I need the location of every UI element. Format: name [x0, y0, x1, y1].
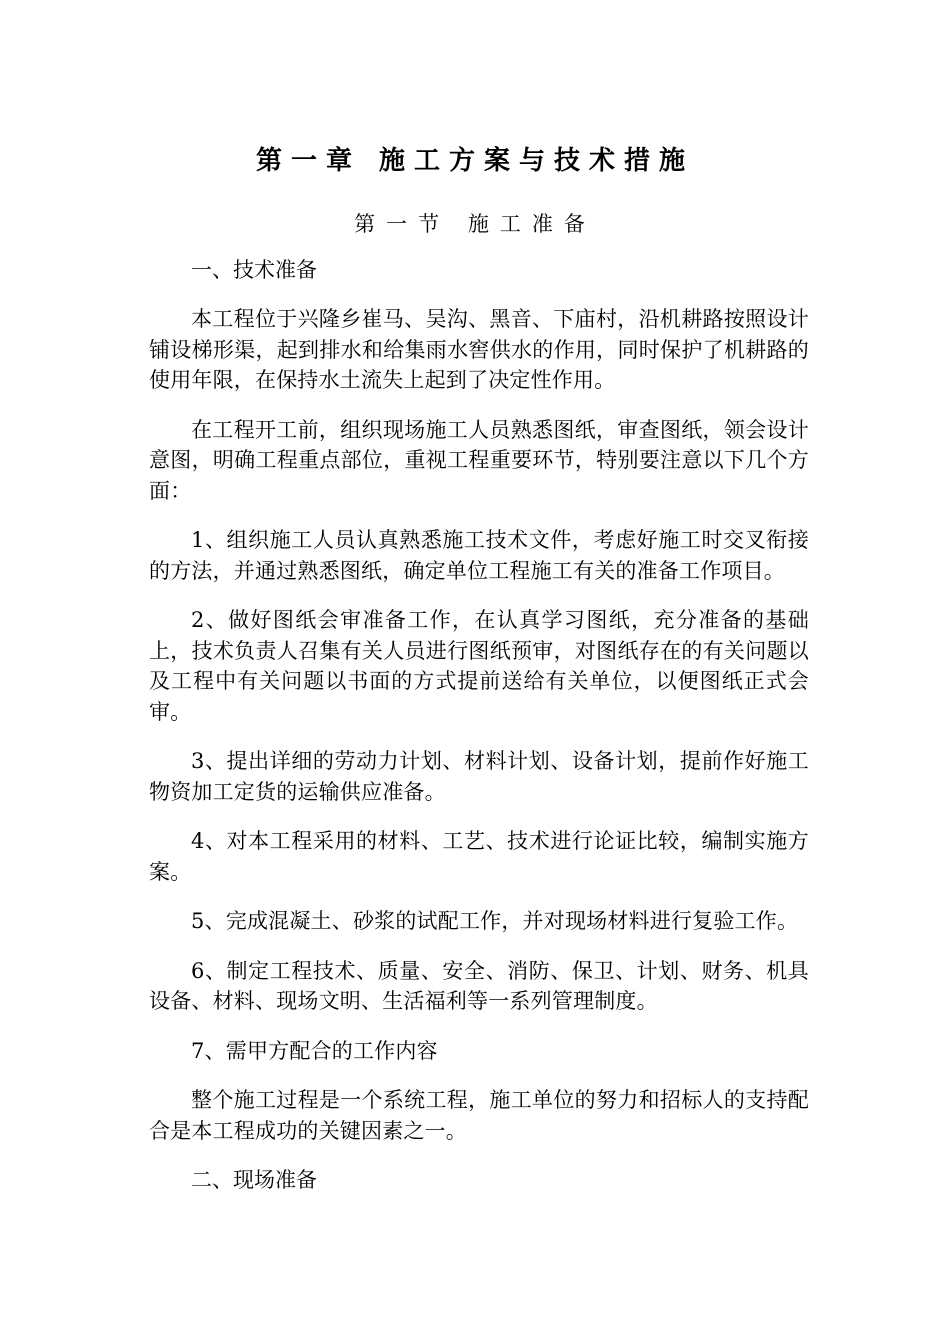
document-body	[149, 255, 809, 1214]
list-item-2: 2、做好图纸会审准备工作，在认真学习图纸，充分准备的基础上，技术负责人召集有关人员进行图纸预审，对图纸存在的有关问题以及工程中有关问题以书面的方式提前送给有关单位，以便图纸正式会审。	[149, 608, 809, 724]
paragraph-pre-construction: 在工程开工前，组织现场施工人员熟悉图纸，审查图纸，领会设计意图，明确工程重点部位，重视工程重要环节，特别要注意以下几个方面：	[149, 417, 809, 503]
list-item-3: 3、提出详细的劳动力计划、材料计划、设备计划，提前作好施工物资加工定货的运输供应准备。	[149, 749, 809, 804]
heading-site-preparation: 二、现场准备	[191, 1168, 317, 1192]
heading-technical-preparation: 一、技术准备	[191, 258, 317, 282]
list-item-6: 6、制定工程技术、质量、安全、消防、保卫、计划、财务、机具设备、材料、现场文明、生活福利等一系列管理制度。	[149, 958, 809, 1013]
chapter-title: 第一章 施工方案与技术措施	[255, 146, 695, 176]
list-item-5: 5、完成混凝土、砂浆的试配工作，并对现场材料进行复验工作。	[191, 909, 799, 933]
paragraph-system-engineering: 整个施工过程是一个系统工程，施工单位的努力和招标人的支持配合是本工程成功的关键因素之一。	[149, 1088, 809, 1143]
paragraph-project-location: 本工程位于兴隆乡崔马、吴沟、黑音、下庙村，沿机耕路按照设计铺设梯形渠，起到排水和给集雨水窖供水的作用，同时保护了机耕路的使用年限，在保持水土流失上起到了决定性作用。	[149, 307, 809, 392]
list-item-4: 4、对本工程采用的材料、工艺、技术进行论证比较，编制实施方案。	[149, 829, 809, 884]
list-item-1: 1、组织施工人员认真熟悉施工技术文件，考虑好施工时交叉衔接的方法，并通过熟悉图纸，确定单位工程施工有关的准备工作项目。	[149, 528, 809, 583]
section-title: 第一节 施工准备	[354, 212, 596, 236]
list-item-7: 7、需甲方配合的工作内容	[191, 1038, 438, 1063]
